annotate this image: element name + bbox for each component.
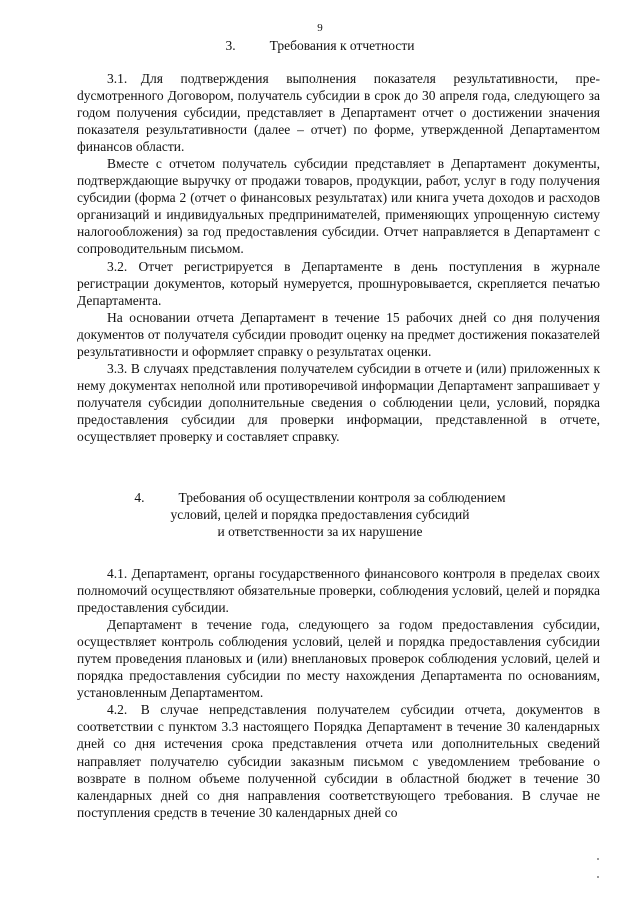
section-3-heading [0, 37, 640, 54]
section-4-title-line-3: и ответственности за их нарушение [217, 524, 423, 539]
section-4-title-line-1: 4. Требования об осуществлении контроля за соблюдением [134, 490, 506, 505]
paragraph-4-2: 4.2. В случае непредставления получателем субсидии отчета, документов в соответствии с пунктом 3.3 настоящего Порядка Департамент в течение 30 календарных дней со дня истечения срока представления отчета или дополнительных сведений направляет получателю субсидии заказным письмом с уведомлением требование о возврате в полном объеме полученной субсидии в областной бюджет в течение 30 календарных дней со дня направления соответствующего требования. В случае не поступления средств в течение 30 календарных дней со [77, 702, 600, 820]
section-4-heading [0, 489, 640, 540]
section-4-title-line-2: условий, целей и порядка предоставления субсидий [170, 507, 470, 522]
section-3-title: Требования к отчетности [269, 38, 415, 53]
paragraph-4-1-control: Департамент в течение года, следующего за годом предоставления субсидии, осуществляет контроль соблюдения условий, целей и порядка предоставления субсидии путем проведения плановых и (или) внеплановых проверок соблюдения условий, целей и порядка предоставления субсидии по месту нахождения Департамента по основаниям, установленным Департаментом. [77, 617, 600, 701]
scan-speck [597, 876, 599, 878]
page-number: 9 [317, 22, 323, 34]
paragraph-4-1: 4.1. Департамент, органы государственного финансового контроля в пределах своих полномочий осуществляют обязательные проверки, соблюдения условий, целей и порядка предоставления субсидии. [77, 566, 600, 616]
paragraph-3-3: 3.3. В случаях представления получателем субсидии в отчете и (или) приложенных к нему документах неполной или противоречивой информации Департамент запрашивает у получателя субсидии дополнительные сведения о соблюдении цели, условий, порядка предоставления субсидии для проверки информации, представленной в отчете, осуществляет проверку и составляет справку. [77, 360, 600, 444]
scan-speck [597, 858, 599, 860]
section-3-number: 3. [225, 38, 236, 53]
section-4-number: 4. [134, 490, 145, 505]
paragraph-3-2: 3.2. Отчет регистрируется в Департаменте в день поступления в журнале регистрации документов, который нумеруется, прошнуровывается, скрепляется печатью Департамента. [77, 258, 600, 308]
paragraph-3-1-docs: Вместе с отчетом получатель субсидии представляет в Департамент документы, подтверждающие выручку от продажи товаров, продукции, работ, услуг в году получения субсидии (форма 2 (отчет о финансовых результатах) или книга учета доходов и расходов организаций и индивидуальных предпринимателей, применяющих упрощенную систему налогообложения) за год предоставления субсидии. Отчет направляется в Департамент с сопроводительным письмом. [77, 156, 600, 257]
section-3-body [77, 70, 600, 445]
paragraph-3-1: 3.1. Для подтверждения выполнения показателя результативности, преdусмотренного Договором, получатель субсидии в срок до 30 апреля года, следующего за годом получения субсидии, представляет в Департамент отчет о достижении значения показателя результативности (далее – отчет) по форме, утвержденной Департаментом финансов области. [77, 71, 600, 155]
paragraph-3-2-assessment: На основании отчета Департамент в течение 15 рабочих дней со дня получения документов от получателя субсидии проводит оценку на предмет достижения показателей результативности и оформляет справку о результатах оценки. [77, 309, 600, 359]
section-4-body [77, 565, 600, 821]
